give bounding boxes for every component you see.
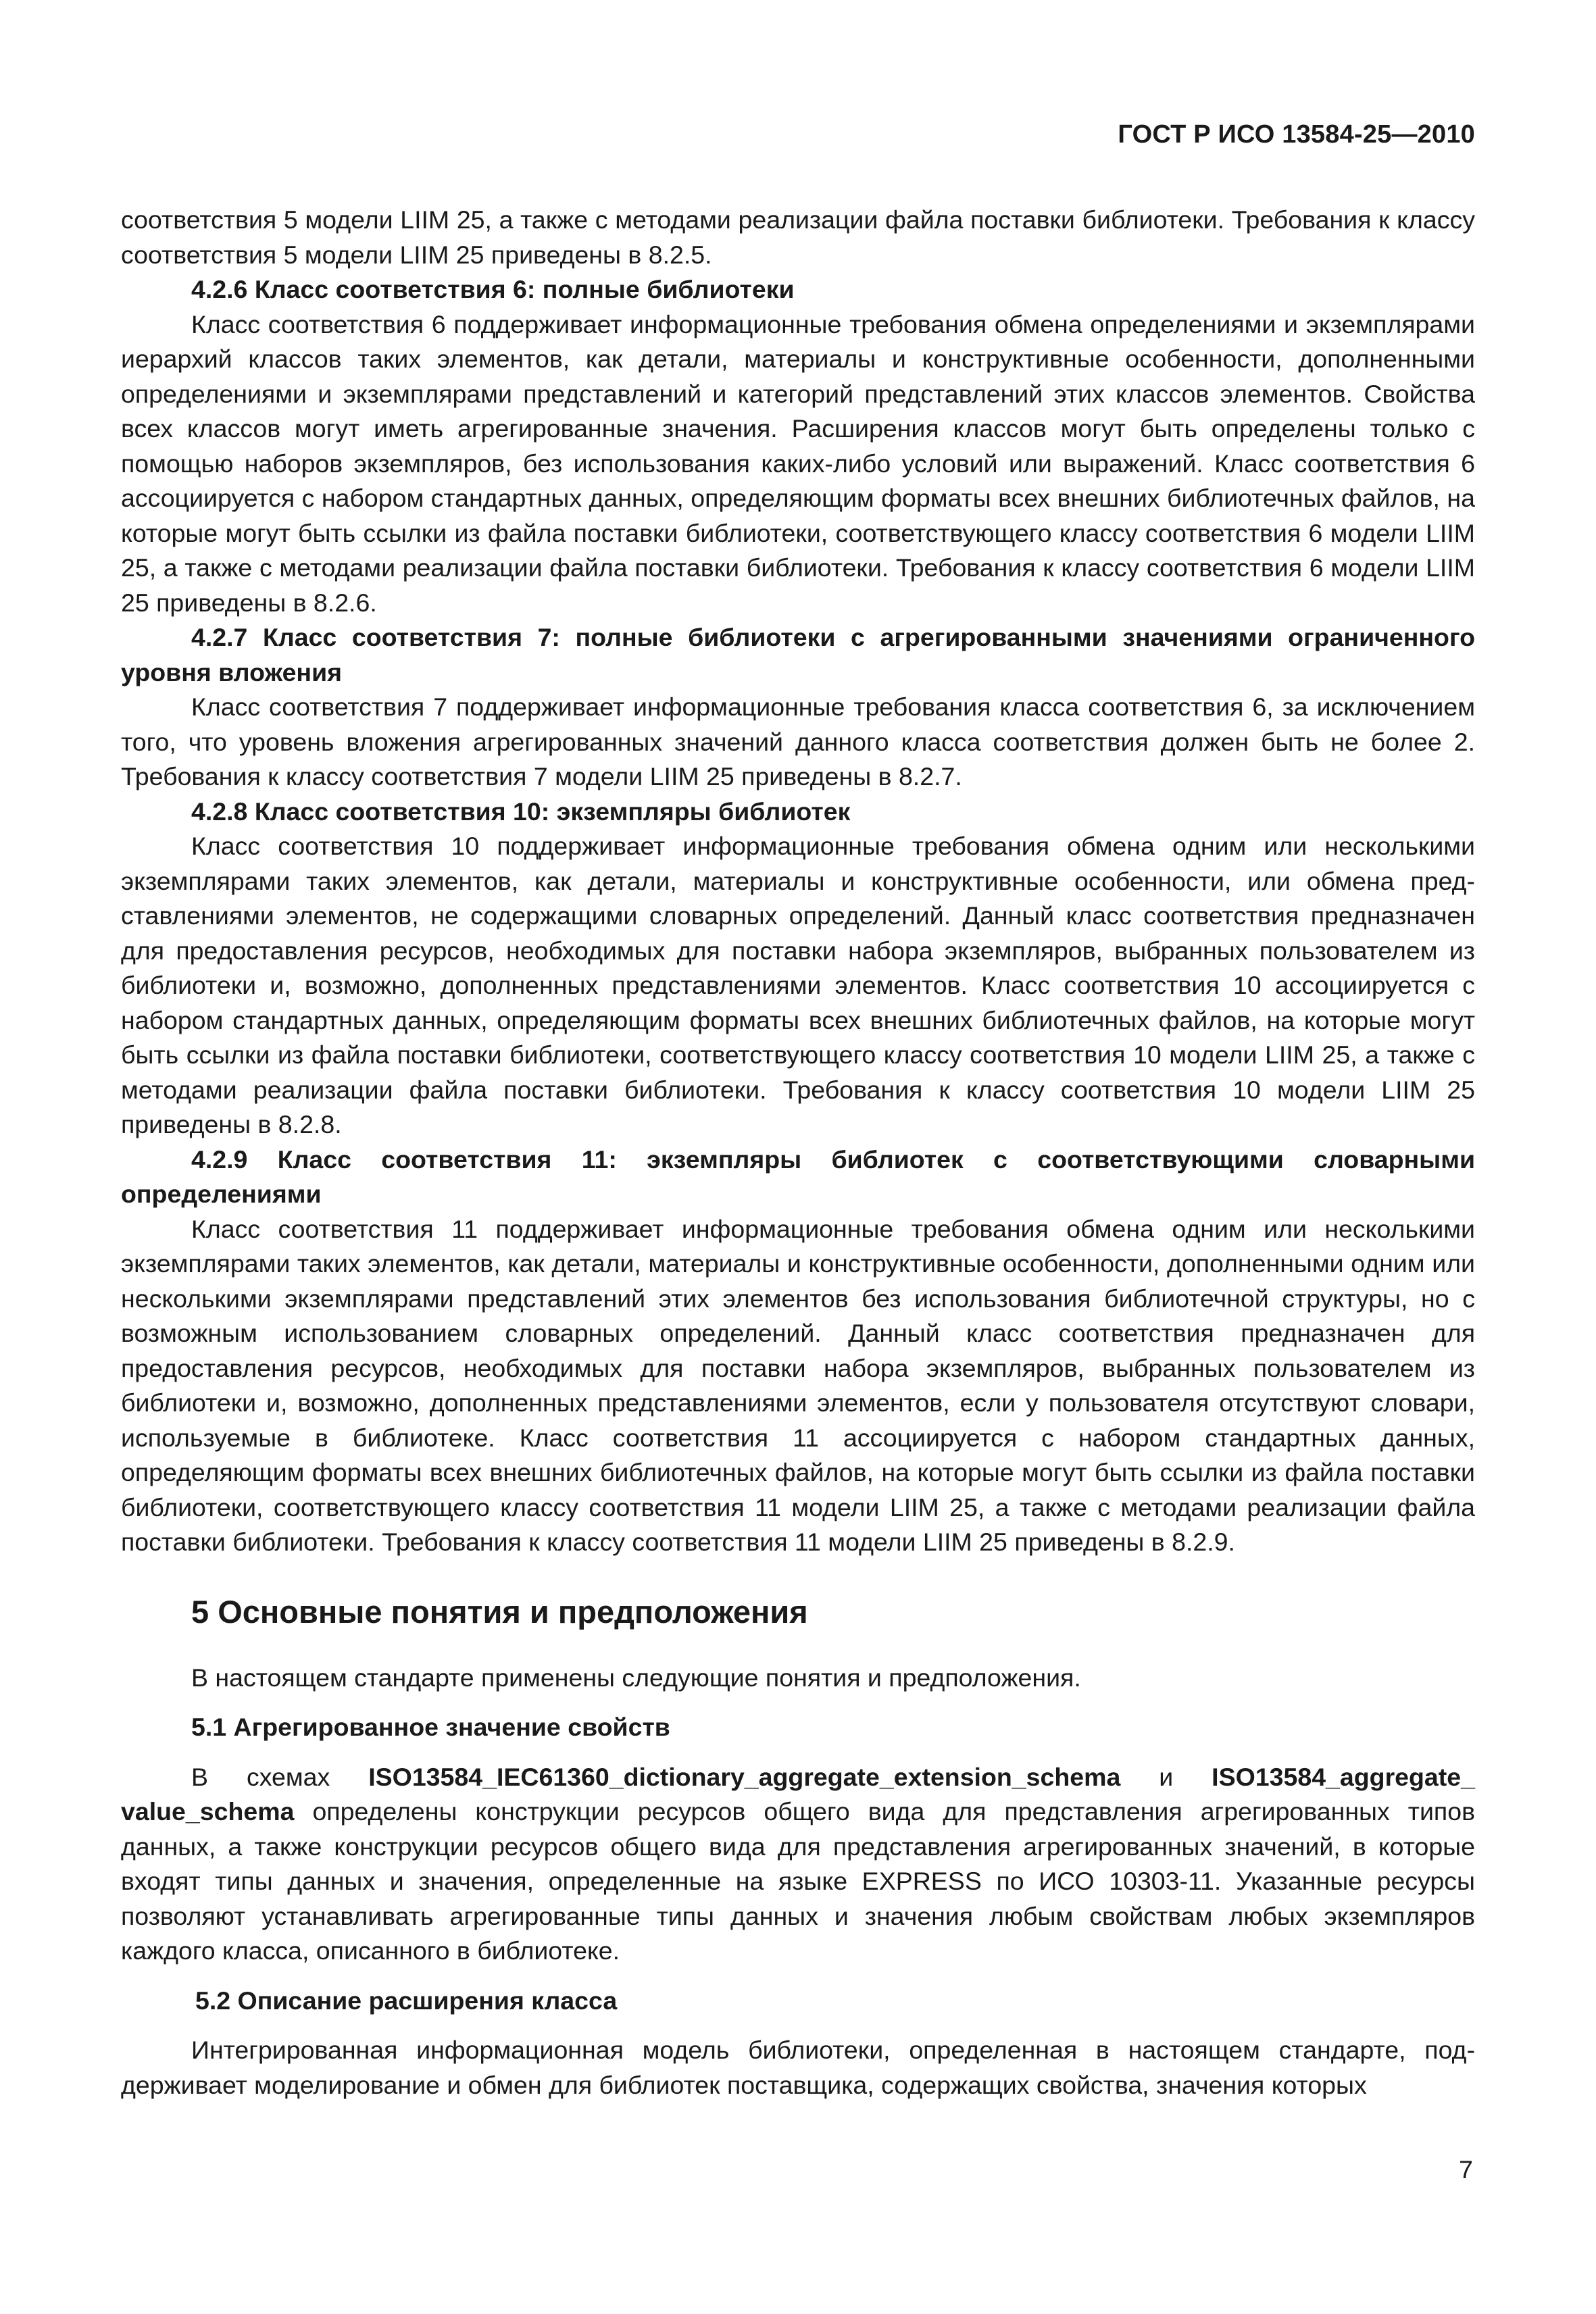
section-5-title: 5 Основные понятия и предположения — [191, 1593, 808, 1630]
paragraph-5-1-rest: определены конструкции ресурсов общего вида для представления агрегированных типов данных, а также конструкции ресурсов общего вида для представления агрегированных значений, в которые входят типы данных и значения, определенные на языке EXPRESS по ИСО 10303-11. Указанные ресурсы позволяют устанавливать агрегированные типы данных и значения любым свойствам любых экземпляров каждого класса, описанного в библиотеке. — [121, 1797, 1475, 1965]
heading-4-2-9: 4.2.9 Класс соответствия 11: экземпляры библиотек с соответствующими словарными определениями — [121, 1145, 1475, 1208]
section-5-intro: В настоящем стандарте применены следующие понятия и предположения. — [191, 1663, 1081, 1692]
paragraph-5-1-lead: В схемах — [191, 1762, 369, 1791]
paragraph-5-1-conj: и — [1120, 1762, 1212, 1791]
page-number: 7 — [1459, 2155, 1473, 2184]
schema-name-dictionary-aggregate: ISO13584_IEC61360_dictionary_aggregate_extension_schema — [368, 1762, 1121, 1791]
heading-5-1: 5.1 Агрегированное значение свойств — [191, 1713, 670, 1741]
heading-5-2: 5.2 Описание расширения класса — [195, 1986, 618, 2015]
paragraph-4-2-6: Класс соответствия 6 поддерживает информационные требования обмена определениями и экземплярами иерархий классов таких элементов, как детали, материалы и конструктивные особенности, дополненными определениями и экземплярами представлений и категорий представлений этих классов элементов. Свойства всех классов могут иметь агрегированные значения. Расширения классов могут быть определены только с помощью наборов экземпляров, без использования каких-либо условий или выражений. Класс соответствия 6 ассоциируется с набором стандартных данных, определяющим форматы всех внешних библиотечных файлов, на которые могут быть ссылки из файла поставки библиотеки, соответствующего классу соответствия 6 модели LIIM 25, а также с методами реализации файла поставки библиотеки. Требования к классу соответствия 6 модели LIIM 25 приведены в 8.2.6. — [121, 309, 1475, 617]
paragraph-5-2: Интегрированная информационная модель библиотеки, определенная в настоящем стандарте, поддерживает моделирование и обмен для библиотек поставщика, содержащих свойства, значения которых — [121, 2036, 1475, 2099]
paragraph-continuation: соответствия 5 модели LIIM 25, а также с методами реализации файла поставки библиотеки. Требования к классу соответствия 5 модели LIIM 25 приведены в 8.2.5. — [121, 205, 1475, 269]
paragraph-4-2-9: Класс соответствия 11 поддерживает информационные требования обмена одним или несколькими экземплярами таких элементов, как детали, материалы и конструктивные особенности, дополненными одним или несколькими экземплярами представлений этих элементов без использования библиотечной структуры, но с возможным использованием словарных определений. Данный класс соответствия предназначен для предоставления ресурсов, необходимых для поставки набора экземпляров, выбранных пользователем из библиотеки и, возможно, дополненных представлениями элементов, если у пользователя отсутствуют словари, используемые в библиотеке. Класс соответствия 11 ассоциируется с набором стандартных данных, определяющим форматы всех внешних библиотечных файлов, на которые могут быть ссылки из файла поставки библиотеки, соответствующего классу соответствия 11 модели LIIM 25, а также с методами реализации файла поставки библиотеки. Требования к классу соответствия 11 модели LIIM 25 приведены в 8.2.9. — [121, 1214, 1475, 1556]
paragraph-5-1 — [121, 1760, 1475, 1969]
schema-name-aggregate-value: ISO13584_aggregate_ value_schema — [121, 1762, 1475, 1826]
document-header: ГОСТ Р ИСО 13584-25—2010 — [1118, 120, 1475, 149]
document-body — [121, 203, 1475, 2103]
heading-4-2-8: 4.2.8 Класс соответствия 10: экземпляры библиотек — [191, 797, 851, 826]
heading-4-2-7: 4.2.7 Класс соответствия 7: полные библиотеки с агрегированными значениями ограниченного уровня вложения — [121, 623, 1475, 686]
heading-4-2-6: 4.2.6 Класс соответствия 6: полные библиотеки — [191, 275, 795, 303]
paragraph-4-2-7: Класс соответствия 7 поддерживает информационные требования класса соответствия 6, за исключением того, что уровень вложения агрегированных значений данного класса соответствия должен быть не более 2. Требования к классу соответствия 7 модели LIIM 25 приведены в 8.2.7. — [121, 693, 1475, 790]
paragraph-4-2-8: Класс соответствия 10 поддерживает информационные требования обмена одним или несколькими экземплярами таких элементов, как детали, материалы и конструктивные особенности, или обмена представлениями элементов, не содержащими словарных определений. Данный класс соответствия предназначен для предоставления ресурсов, необходимых для поставки набора экземпляров, выбранных пользователем из библиотеки и, возможно, дополненных представлениями элементов. Класс соответствия 10 ассоциируется с набором стандартных данных, определяющим форматы всех внешних библиотечных файлов, на которые могут быть ссылки из файла поставки библиотеки, соответствующего классу соответствия 10 модели LIIM 25, а также с методами реализации файла поставки библиотеки. Требования к классу соответствия 10 модели LIIM 25 приведены в 8.2.8. — [121, 832, 1475, 1138]
